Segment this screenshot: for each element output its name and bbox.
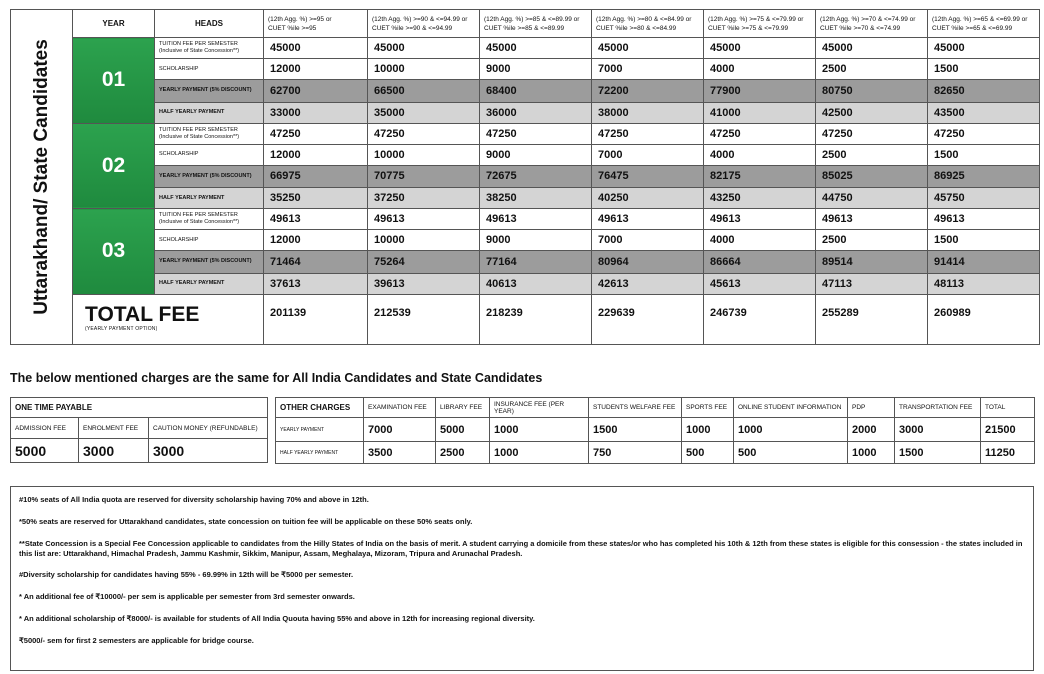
criteria-header [480, 10, 592, 38]
enrolment-fee-value: 3000 [79, 439, 149, 463]
payment-option-label: YEARLY PAYMENT [276, 418, 364, 442]
fee-value: 9000 [480, 230, 592, 251]
fee-value: 40613 [480, 273, 592, 294]
fee-value: 45750 [928, 188, 1040, 209]
criteria-line-1: (12th Agg. %) >=70 & <=74.99 or [820, 15, 916, 23]
head-label-subtext: (Inclusive of State Concession**) [159, 48, 240, 55]
fee-row [11, 144, 1040, 165]
head-label [155, 188, 264, 209]
fee-value: 49613 [592, 209, 704, 230]
year-label: 03 [73, 209, 155, 295]
fee-value: 9000 [480, 59, 592, 80]
total-fee-subtitle: (YEARLY PAYMENT OPTION) [85, 326, 158, 333]
fee-value: 44750 [816, 188, 928, 209]
head-label-text: SCHOLARSHIP [159, 65, 199, 72]
total-fee-value: 201139 [264, 294, 368, 344]
caution-money-header: CAUTION MONEY (REFUNDABLE) [149, 418, 268, 439]
other-charge-header: SPORTS FEE [682, 398, 734, 418]
criteria-line-1: (12th Agg. %) >=75 & <=79.99 or [708, 15, 804, 23]
head-label [155, 59, 264, 80]
criteria-line-1: (12th Agg. %) >=65 & <=69.99 or [932, 15, 1028, 23]
total-fee-label [73, 294, 264, 344]
fee-value: 66975 [264, 165, 368, 187]
fee-value: 86664 [704, 251, 816, 273]
charge-value: 1000 [734, 418, 848, 442]
year-column-header: YEAR [73, 10, 155, 38]
fee-value: 43250 [704, 188, 816, 209]
fee-value: 45000 [368, 38, 480, 59]
fee-value: 39613 [368, 273, 480, 294]
criteria-header [816, 10, 928, 38]
fee-value: 2500 [816, 59, 928, 80]
charge-value: 1500 [589, 418, 682, 442]
fee-row [11, 165, 1040, 187]
fee-value: 7000 [592, 230, 704, 251]
total-fee-value: 229639 [592, 294, 704, 344]
common-charges-heading: The below mentioned charges are the same for All India Candidates and State Candidates [10, 371, 543, 385]
head-label [155, 38, 264, 59]
fee-value: 1500 [928, 144, 1040, 165]
charge-value: 3000 [895, 418, 981, 442]
fee-value: 68400 [480, 80, 592, 102]
fee-row [11, 188, 1040, 209]
head-label [155, 123, 264, 144]
criteria-header [592, 10, 704, 38]
charge-value: 1000 [490, 418, 589, 442]
fee-value: 38000 [592, 102, 704, 123]
fee-value: 49613 [264, 209, 368, 230]
charge-value: 500 [734, 442, 848, 464]
head-label [155, 230, 264, 251]
total-fee-value: 218239 [480, 294, 592, 344]
total-fee-value: 246739 [704, 294, 816, 344]
head-label-subtext: (Inclusive of State Concession**) [159, 133, 240, 140]
fee-value: 89514 [816, 251, 928, 273]
fee-value: 45000 [816, 38, 928, 59]
fee-row [11, 102, 1040, 123]
head-label-text: HALF YEARLY PAYMENT [159, 109, 225, 116]
note-item: #Diversity scholarship for candidates having 55% - 69.99% in 12th will be ₹5000 per semester. [19, 570, 354, 579]
fee-value: 7000 [592, 59, 704, 80]
year-label: 01 [73, 38, 155, 124]
fee-value: 80964 [592, 251, 704, 273]
fee-row [11, 273, 1040, 294]
other-charge-header: EXAMINATION FEE [364, 398, 436, 418]
fee-value: 47250 [480, 123, 592, 144]
charge-value: 2500 [436, 442, 490, 464]
fee-value: 10000 [368, 59, 480, 80]
fee-value: 62700 [264, 80, 368, 102]
fee-value: 12000 [264, 59, 368, 80]
fee-value: 45000 [264, 38, 368, 59]
caution-money-value: 3000 [149, 439, 268, 463]
fee-value: 45613 [704, 273, 816, 294]
head-label [155, 209, 264, 230]
total-fee-value: 260989 [928, 294, 1040, 344]
fee-row [11, 59, 1040, 80]
payment-option-label: HALF YEARLY PAYMENT [276, 442, 364, 464]
criteria-line-2: CUET %ile >=75 & <=79.99 [708, 24, 789, 32]
fee-value: 33000 [264, 102, 368, 123]
total-fee-title: TOTAL FEE [85, 303, 200, 327]
charge-value: 2000 [848, 418, 895, 442]
charge-value: 21500 [981, 418, 1035, 442]
criteria-header [368, 10, 480, 38]
fee-value: 45000 [704, 38, 816, 59]
fee-value: 47250 [368, 123, 480, 144]
fee-value: 82175 [704, 165, 816, 187]
charge-row [276, 442, 1035, 464]
fee-value: 75264 [368, 251, 480, 273]
other-charge-header: STUDENTS WELFARE FEE [589, 398, 682, 418]
criteria-line-1: (12th Agg. %) >=85 & <=89.99 or [484, 15, 580, 23]
other-charge-header: INSURANCE FEE (PER YEAR) [490, 398, 589, 418]
head-label-text: TUITION FEE PER SEMESTER [159, 212, 238, 219]
head-label-text: HALF YEARLY PAYMENT [159, 280, 225, 287]
fee-row [11, 251, 1040, 273]
charge-value: 500 [682, 442, 734, 464]
head-label-text: YEARLY PAYMENT (5% DISCOUNT) [159, 87, 252, 94]
fee-value: 4000 [704, 59, 816, 80]
other-charge-header: ONLINE STUDENT INFORMATION [734, 398, 848, 418]
other-charge-header: TOTAL [981, 398, 1035, 418]
fee-value: 7000 [592, 144, 704, 165]
fee-value: 85025 [816, 165, 928, 187]
charge-row [276, 418, 1035, 442]
fee-value: 77900 [704, 80, 816, 102]
fee-value: 37250 [368, 188, 480, 209]
head-label-text: SCHOLARSHIP [159, 236, 199, 243]
note-item: *50% seats are reserved for Uttarakhand candidates, state concession on tuition fee will be applicable on these 50% seats only. [19, 517, 473, 526]
fee-value: 12000 [264, 230, 368, 251]
head-label-text: HALF YEARLY PAYMENT [159, 194, 225, 201]
fee-value: 86925 [928, 165, 1040, 187]
fee-row [11, 230, 1040, 251]
head-label [155, 80, 264, 102]
note-item: **State Concession is a Special Fee Concession applicable to candidates from the Hilly States of India on the basis of merit. A student carrying a domicile from these states/or who has completed his 10th & 12th from these states is eligible for this consession - the states included in this list are: Uttarakhand, Himachal Pradesh, Jammu Kashmir, Sikkim, Manipur, Assam, Meghalaya, Mizoram, Tripura and Arunachal Pradesh. [19, 539, 1023, 558]
fee-value: 72675 [480, 165, 592, 187]
charge-value: 11250 [981, 442, 1035, 464]
criteria-header [704, 10, 816, 38]
fee-value: 42500 [816, 102, 928, 123]
head-label [155, 165, 264, 187]
note-item: * An additional scholarship of ₹8000/- is available for students of All India Quouta having 55% and above in 12th for increasing regional diversity. [19, 614, 535, 623]
fee-value: 47250 [928, 123, 1040, 144]
fee-value: 66500 [368, 80, 480, 102]
fee-value: 45000 [592, 38, 704, 59]
total-fee-value: 212539 [368, 294, 480, 344]
fee-value: 48113 [928, 273, 1040, 294]
year-label: 02 [73, 123, 155, 209]
fee-value: 41000 [704, 102, 816, 123]
criteria-line-2: CUET %ile >=65 & <=69.99 [932, 24, 1013, 32]
other-charges-table [275, 397, 1035, 464]
fee-value: 77164 [480, 251, 592, 273]
note-item: #10% seats of All India quota are reserved for diversity scholarship having 70% and above in 12th. [19, 495, 369, 504]
fee-value: 10000 [368, 144, 480, 165]
fee-value: 49613 [368, 209, 480, 230]
fee-value: 47113 [816, 273, 928, 294]
state-fee-table [10, 9, 1040, 345]
fee-value: 45000 [928, 38, 1040, 59]
fee-value: 49613 [816, 209, 928, 230]
notes-box [10, 486, 1034, 671]
admission-fee-header: ADMISSION FEE [11, 418, 79, 439]
charge-value: 1000 [682, 418, 734, 442]
criteria-line-1: (12th Agg. %) >=95 or [268, 15, 332, 23]
enrolment-fee-header: ENROLMENT FEE [79, 418, 149, 439]
fee-value: 47250 [816, 123, 928, 144]
criteria-line-2: CUET %ile >=70 & <=74.99 [820, 24, 901, 32]
fee-value: 2500 [816, 230, 928, 251]
charge-value: 1000 [848, 442, 895, 464]
other-charge-header: TRANSPORTATION FEE [895, 398, 981, 418]
fee-value: 71464 [264, 251, 368, 273]
note-item: ₹5000/- sem for first 2 semesters are applicable for bridge course. [19, 636, 254, 645]
one-time-title: ONE TIME PAYABLE [11, 398, 268, 418]
fee-value: 80750 [816, 80, 928, 102]
fee-value: 47250 [704, 123, 816, 144]
fee-value: 4000 [704, 230, 816, 251]
fee-value: 35000 [368, 102, 480, 123]
fee-value: 40250 [592, 188, 704, 209]
one-time-payable-table [10, 397, 268, 463]
fee-row [11, 38, 1040, 59]
fee-value: 49613 [928, 209, 1040, 230]
fee-value: 2500 [816, 144, 928, 165]
fee-value: 10000 [368, 230, 480, 251]
fee-value: 45000 [480, 38, 592, 59]
criteria-header [928, 10, 1040, 38]
total-fee-value: 255289 [816, 294, 928, 344]
fee-value: 1500 [928, 59, 1040, 80]
charge-value: 5000 [436, 418, 490, 442]
fee-row [11, 209, 1040, 230]
other-charges-title: OTHER CHARGES [276, 398, 364, 418]
fee-value: 42613 [592, 273, 704, 294]
head-label [155, 144, 264, 165]
fee-value: 38250 [480, 188, 592, 209]
head-label-text: YEARLY PAYMENT (5% DISCOUNT) [159, 258, 252, 265]
head-label-text: TUITION FEE PER SEMESTER [159, 41, 238, 48]
fee-value: 43500 [928, 102, 1040, 123]
head-label-text: TUITION FEE PER SEMESTER [159, 126, 238, 133]
criteria-line-2: CUET %ile >=85 & <=89.99 [484, 24, 565, 32]
head-label [155, 251, 264, 273]
head-label-subtext: (Inclusive of State Concession**) [159, 219, 240, 226]
fee-value: 82650 [928, 80, 1040, 102]
side-label: Uttarakhand/ State Candidates [30, 39, 52, 315]
criteria-header [264, 10, 368, 38]
fee-value: 76475 [592, 165, 704, 187]
criteria-line-1: (12th Agg. %) >=90 & <=94.99 or [372, 15, 468, 23]
fee-value: 72200 [592, 80, 704, 102]
side-label-cell [11, 10, 73, 345]
charge-value: 3500 [364, 442, 436, 464]
fee-value: 49613 [480, 209, 592, 230]
criteria-line-2: CUET %ile >=90 & <=94.99 [372, 24, 453, 32]
fee-value: 9000 [480, 144, 592, 165]
note-item: * An additional fee of ₹10000/- per sem is applicable per semester from 3rd semester onwards. [19, 592, 355, 601]
charge-value: 7000 [364, 418, 436, 442]
fee-value: 1500 [928, 230, 1040, 251]
head-label [155, 102, 264, 123]
fee-value: 49613 [704, 209, 816, 230]
admission-fee-value: 5000 [11, 439, 79, 463]
fee-row [11, 123, 1040, 144]
head-label-text: SCHOLARSHIP [159, 151, 199, 158]
fee-value: 4000 [704, 144, 816, 165]
fee-value: 47250 [264, 123, 368, 144]
head-label [155, 273, 264, 294]
fee-value: 36000 [480, 102, 592, 123]
criteria-line-2: CUET %ile >=95 [268, 24, 317, 32]
fee-value: 35250 [264, 188, 368, 209]
criteria-line-2: CUET %ile >=80 & <=84.99 [596, 24, 677, 32]
other-charge-header: LIBRARY FEE [436, 398, 490, 418]
charge-value: 1500 [895, 442, 981, 464]
heads-column-header: HEADS [155, 10, 264, 38]
charge-value: 750 [589, 442, 682, 464]
fee-value: 47250 [592, 123, 704, 144]
fee-row [11, 80, 1040, 102]
fee-value: 70775 [368, 165, 480, 187]
fee-value: 37613 [264, 273, 368, 294]
other-charge-header: PDP [848, 398, 895, 418]
fee-value: 12000 [264, 144, 368, 165]
criteria-line-1: (12th Agg. %) >=80 & <=84.99 or [596, 15, 692, 23]
head-label-text: YEARLY PAYMENT (5% DISCOUNT) [159, 172, 252, 179]
charge-value: 1000 [490, 442, 589, 464]
fee-value: 91414 [928, 251, 1040, 273]
